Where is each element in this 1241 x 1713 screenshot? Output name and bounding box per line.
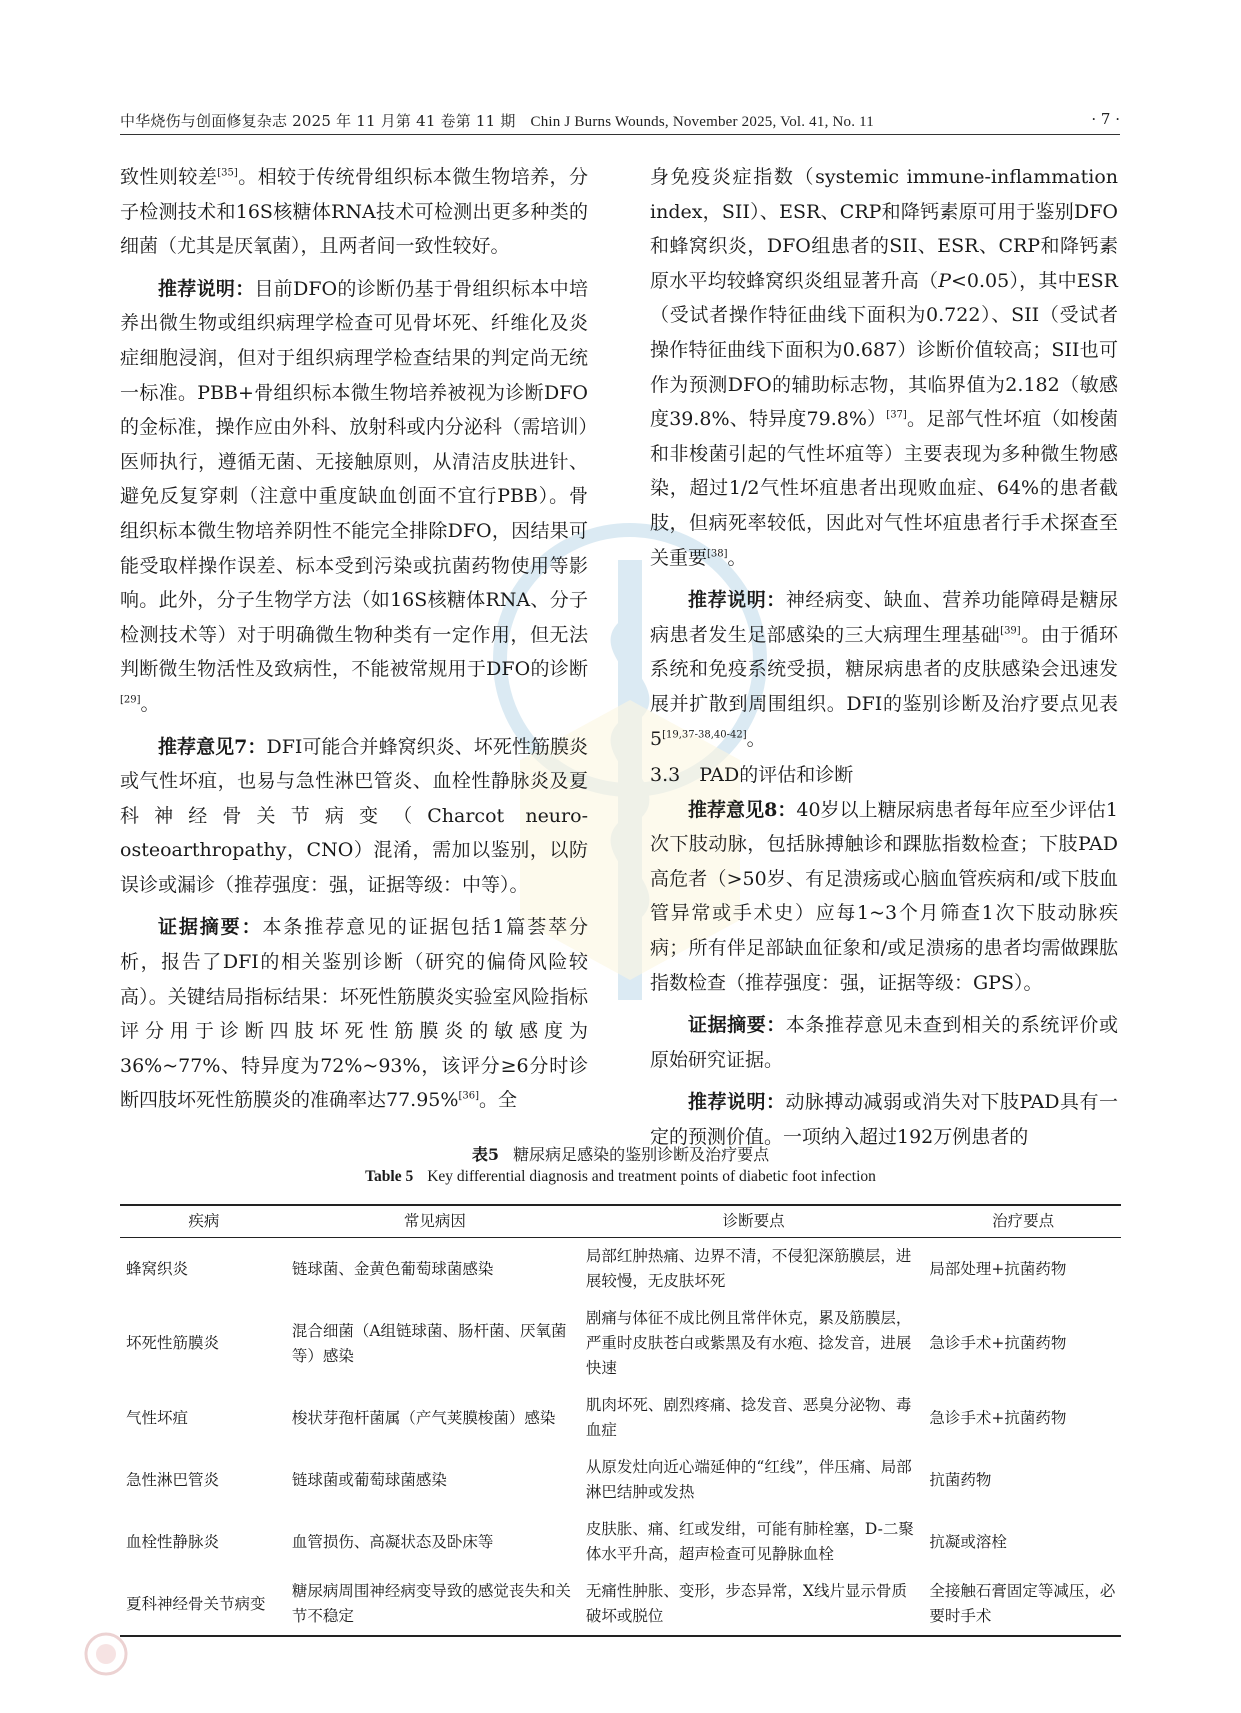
- table-row: [120, 1449, 1121, 1511]
- paragraph-label: 推荐说明：: [158, 277, 255, 300]
- disease-cell: 坏死性筋膜炎: [126, 1334, 220, 1352]
- diagnosis-cell: 从原发灶向近心端延伸的“红线”，伴压痛、局部淋巴结肿或发热: [585, 1458, 912, 1501]
- treatment-cell: 局部处理+抗菌药物: [929, 1259, 1067, 1278]
- citation: [36]: [458, 1091, 479, 1103]
- text: 。由于循环系统和免疫系统受损，糖尿病患者的皮肤感染会迅速发展并扩散到周围组织。DFI的鉴别诊断及治疗要点见表5: [650, 623, 1118, 750]
- citation: [38]: [707, 548, 728, 560]
- text: 。全: [478, 1089, 517, 1112]
- paragraph: [650, 793, 1118, 1001]
- text: 目前DFO的诊断仍基于骨组织标本中培养出微生物或组织病理学检查可见骨坏死、纤维化及炎症细胞浸润，但对于组织病理学检查结果的判定尚无统一标准。PBB+骨组织标本微生物培养被视为诊断DFO的金标准，操作应由外科、放射科或内分泌科（需培训）医师执行，遵循无菌、无接触原则，从清洁皮肤进针、避免反复穿刺（注意中重度缺血创面不宜行PBB）。骨组织标本微生物培养阴性不能完全排除DFO，因结果可能受取样操作误差、标本受到污染或抗菌药物使用等影响。此外，分子生物学方法（如16S核糖体RNA、分子检测技术等）对于明确微生物种类有一定作用，但无法判断微生物活性及致病性，不能被常规用于DFO的诊断: [120, 277, 588, 681]
- column-header: 疾病: [120, 1205, 288, 1238]
- paragraph: [650, 583, 1118, 756]
- table-row: [120, 1238, 1121, 1301]
- paragraph-label: 证据摘要：: [158, 916, 263, 939]
- journal-citation: [120, 110, 874, 131]
- diagnosis-cell: 剧痛与体征不成比例且常伴休克，累及筋膜层，严重时皮肤苍白或紫黑及有水疱、捻发音，进展快速: [585, 1309, 912, 1377]
- text: 。: [727, 546, 747, 569]
- cause-cell: 混合细菌（A组链球菌、肠杆菌、厌氧菌等）感染: [291, 1321, 567, 1365]
- citation: [39]: [1000, 625, 1021, 637]
- paragraph: [120, 910, 588, 1118]
- column-header: 治疗要点: [925, 1205, 1121, 1238]
- table-label-cn: 表5: [471, 1145, 500, 1164]
- cause-cell: 链球菌或葡萄球菌感染: [291, 1470, 447, 1489]
- table-caption-en: [0, 1168, 1241, 1186]
- text: 致性则较差: [120, 166, 218, 188]
- table-row: [120, 1300, 1121, 1387]
- text: DFI可能合并蜂窝织炎、坏死性筋膜炎或气性坏疽，也易与急性淋巴管炎、血栓性静脉炎及夏科神经骨关节病变（Charcot neuro-osteoarthropathy，CNO）混淆，需加以鉴别，以防误诊或漏诊（推荐强度：强，证据等级：中等）。: [120, 735, 588, 896]
- diagnosis-cell: 皮肤胀、痛、红或发绀，可能有肺栓塞，D-二聚体水平升高，超声检查可见静脉血栓: [585, 1520, 914, 1563]
- treatment-cell: 急诊手术+抗菌药物: [929, 1334, 1067, 1352]
- cause-cell: 梭状芽孢杆菌属（产气荚膜梭菌）感染: [291, 1408, 556, 1427]
- paragraph-label: 推荐意见8：: [688, 798, 797, 821]
- paragraph: 推荐说明：目前DFO的诊断仍基于骨组织标本中培养出微生物或组织病理学检查可见骨坏死、纤维化及炎症细胞浸润，但对于组织病理学检查结果的判定尚无统一标准。PBB+骨组织标本微生物培养被视为诊断DFO的金标准，操作应由外科、放射科或内分泌科（需培训）医师执行，遵循无菌、无接触原则，从清洁皮肤进针、避免反复穿刺（注意中重度缺血创面不宜行PBB）。骨组织标本微生物培养阴性不能完全排除DFO，因结果可能受取样操作误差、标本受到污染或抗菌药物使用等影响。此外，分子生物学方法（如16S核糖体RNA、分子检测技术等）对于明确微生物种类有一定作用，但无法判断微生物活性及致病性，不能被常规用于DFO的诊断[29]。: [120, 277, 588, 715]
- table-header-row: [120, 1205, 1121, 1238]
- right-text-column: [650, 160, 1118, 1155]
- text: 身免疫炎症指数（systemic immune-inflammation index，SII）、ESR、CRP和降钙素原可用于鉴别DFO和蜂窝织炎，DFO组患者的SII、ESR、CRP和降钙素原水平均较蜂窝织炎组显著升高（: [650, 166, 1118, 292]
- journal-name-cn: 中华烧伤与创面修复杂志 2025 年 11 月第 41 卷第 11 期: [120, 112, 516, 130]
- diagnosis-cell: 无痛性肿胀、变形，步态异常，X线片显示骨质破坏或脱位: [582, 1573, 925, 1636]
- treatment-cell: 抗菌药物: [929, 1470, 992, 1489]
- text: 。足部气性坏疽（如梭菌和非梭菌引起的气性坏疽等）主要表现为多种微生物感染，超过1/2气性坏疽患者出现败血症、64%的患者截肢，但病死率较低，因此对气性坏疽患者行手术探查至关重要: [650, 408, 1118, 569]
- paragraph: [120, 160, 588, 264]
- citation: [29]: [120, 694, 141, 706]
- treatment-cell: 急诊手术+抗菌药物: [929, 1408, 1067, 1427]
- publisher-logo-icon: [82, 1630, 130, 1678]
- text: <0.05），其中ESR（受试者操作特征曲线下面积为0.722）、SII（受试者操作特征曲线下面积为0.687）诊断价值较高；SII也可作为预测DFO的辅助标志物，其临界值为2.182（敏感度39.8%、特异度79.8%）: [650, 269, 1118, 431]
- cause-cell: 糖尿病周围神经病变导致的感觉丧失和关节不稳定: [288, 1573, 582, 1636]
- p-value-symbol: P: [938, 269, 951, 292]
- text: 。相较于传统骨组织标本微生物培养，分子检测技术和16S核糖体RNA技术可检测出更多种类的细菌（尤其是厌氧菌），且两者间一致性较好。: [120, 166, 588, 258]
- paragraph-label: 推荐意见7：: [158, 735, 267, 758]
- paragraph: [650, 1008, 1118, 1077]
- disease-cell: 气性坏疽: [126, 1408, 189, 1427]
- journal-name-en: Chin J Burns Wounds, November 2025, Vol. 41, No. 11: [530, 114, 874, 130]
- running-header: [120, 108, 1120, 135]
- text: 本条推荐意见的证据包括1篇荟萃分析，报告了DFI的相关鉴别诊断（研究的偏倚风险较高）。关键结局指标结果：坏死性筋膜炎实验室风险指标评分用于诊断四肢坏死性筋膜炎的敏感度为36%~77%、特异度为72%~93%，该评分≥6分时诊断四肢坏死性筋膜炎的准确率达77.95%: [120, 916, 588, 1112]
- text: 。: [746, 727, 766, 750]
- citation: [35]: [217, 167, 238, 179]
- table-row: [120, 1511, 1121, 1573]
- paragraph-label: 推荐说明：: [688, 589, 786, 612]
- disease-cell: 夏科神经骨关节病变: [120, 1573, 288, 1636]
- text: 动脉搏动减弱或消失对下肢PAD具有一定的预测价值。一项纳入超过192万例患者的: [650, 1091, 1118, 1149]
- disease-cell: 急性淋巴管炎: [126, 1470, 220, 1489]
- citation: [19,37-38,40-42]: [662, 729, 747, 741]
- differential-diagnosis-table: [120, 1204, 1121, 1637]
- paragraph: [650, 160, 1118, 575]
- paragraph: [120, 730, 588, 903]
- table-row: [120, 1387, 1121, 1449]
- text: 40岁以上糖尿病患者每年应至少评估1次下肢动脉，包括脉搏触诊和踝肱指数检查；下肢PAD高危者（>50岁、有足溃疡或心脑血管疾病和/或下肢血管异常或手术史）应每1~3个月筛查1次下肢动脉疾病；所有伴足部缺血征象和/或足溃疡的患者均需做踝肱指数检查（推荐强度：强，证据等级：GPS）。: [650, 798, 1118, 994]
- left-text-column: [120, 160, 588, 1118]
- table-label-en: Table 5: [365, 1168, 414, 1185]
- paragraph-label: 证据摘要：: [688, 1014, 786, 1037]
- table-caption-cn: [0, 1142, 1241, 1165]
- diagnosis-cell: 肌肉坏死、剧烈疼痛、捻发音、恶臭分泌物、毒血症: [585, 1396, 912, 1439]
- disease-cell: 蜂窝织炎: [126, 1259, 189, 1278]
- diagnosis-cell: 局部红肿热痛、边界不清，不侵犯深筋膜层，进展较慢，无皮肤坏死: [585, 1247, 912, 1290]
- section-heading: 3.3 PAD的评估和诊断: [650, 764, 854, 787]
- page-number: · 7 ·: [1091, 110, 1120, 128]
- table-title-cn: 糖尿病足感染的鉴别诊断及治疗要点: [513, 1145, 770, 1164]
- cause-cell: 血管损伤、高凝状态及卧床等: [291, 1532, 494, 1551]
- column-header: 常见病因: [288, 1205, 582, 1238]
- text: 本条推荐意见未查到相关的系统评价或原始研究证据。: [650, 1014, 1118, 1071]
- table-row: [120, 1573, 1121, 1636]
- table-title-en: Key differential diagnosis and treatment points of diabetic foot infection: [427, 1168, 876, 1185]
- treatment-cell: 全接触石膏固定等减压，必要时手术: [925, 1573, 1121, 1636]
- treatment-cell: 抗凝或溶栓: [929, 1532, 1007, 1551]
- disease-cell: 血栓性静脉炎: [126, 1532, 220, 1551]
- text: 神经病变、缺血、营养功能障碍是糖尿病患者发生足部感染的三大病理生理基础: [650, 589, 1118, 646]
- column-header: 诊断要点: [582, 1205, 925, 1238]
- publisher-watermark: [82, 1628, 642, 1688]
- paragraph-label: 推荐说明：: [688, 1091, 786, 1114]
- citation: [37]: [886, 409, 907, 421]
- cause-cell: 链球菌、金黄色葡萄球菌感染: [291, 1259, 494, 1278]
